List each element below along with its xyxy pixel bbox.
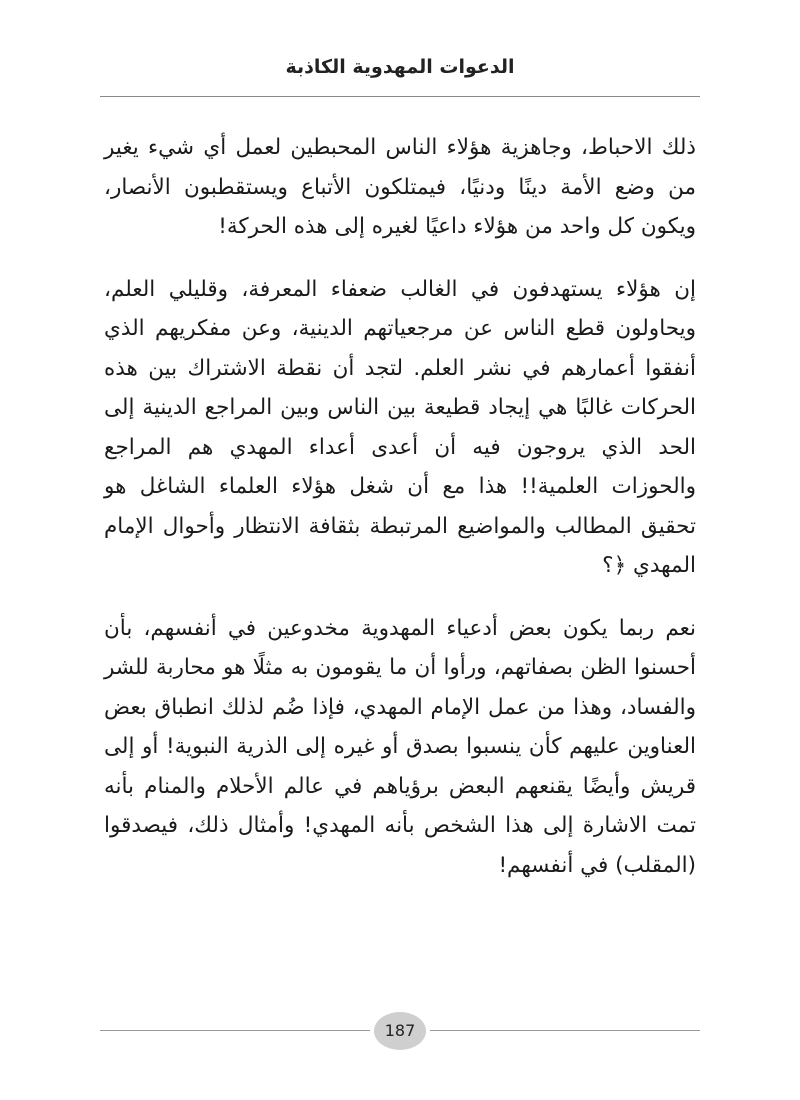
body-text (104, 128, 696, 908)
paragraph-3: نعم ربما يكون بعض أدعياء المهدوية مخدوعين في أنفسهم، بأن أحسنوا الظن بصفاتهم، ورأوا أن ما يقومون به مثلًا هو محاربة للشر والفساد، وهذا من عمل الإمام المهدي، فإذا ضُم لذلك انطباق بعض العناوين عليهم كأن ينسبوا بصدق أو غيره إلى الذرية النبوية! أو إلى قريش وأيضًا يقنعهم البعض برؤياهم في عالم الأحلام والمنام بأنه تمت الاشارة إلى هذا الشخص بأنه المهدي! وأمثال ذلك، فيصدقوا (المقلب) في أنفسهم! (104, 615, 696, 878)
header-divider (100, 96, 700, 97)
running-header-title: الدعوات المهدوية الكاذبة (285, 56, 515, 78)
page-number-badge: 187 (374, 1012, 426, 1050)
paragraph-1: ذلك الاحباط، وجاهزية هؤلاء الناس المحبطين لعمل أي شيء يغير من وضع الأمة دينًا ودنيًا، فيمتلكون الأتباع ويستقطبون الأنصار، ويكون كل واحد من هؤلاء داعيًا لغيره إلى هذه الحركة! (104, 135, 696, 239)
footer-divider-right (430, 1030, 700, 1031)
paragraph-2: إن هؤلاء يستهدفون في الغالب ضعفاء المعرفة، وقليلي العلم، ويحاولون قطع الناس عن مرجعياتهم الدينية، وعن مفكريهم الذي أنفقوا أعمارهم في نشر العلم. لتجد أن نقطة الاشتراك بين هذه الحركات غالبًا هي إيجاد قطيعة بين الناس وبين المراجع الدينية إلى الحد الذي يروجون فيه أن أعدى أعداء المهدي هم المراجع والحوزات العلمية!! هذا مع أن شغل هؤلاء العلماء الشاغل هو تحقيق المطالب والمواضيع المرتبطة بثقافة الانتظار وأحوال الإمام المهدي ﴿؟ (104, 276, 696, 578)
footer-divider-left (100, 1030, 370, 1031)
